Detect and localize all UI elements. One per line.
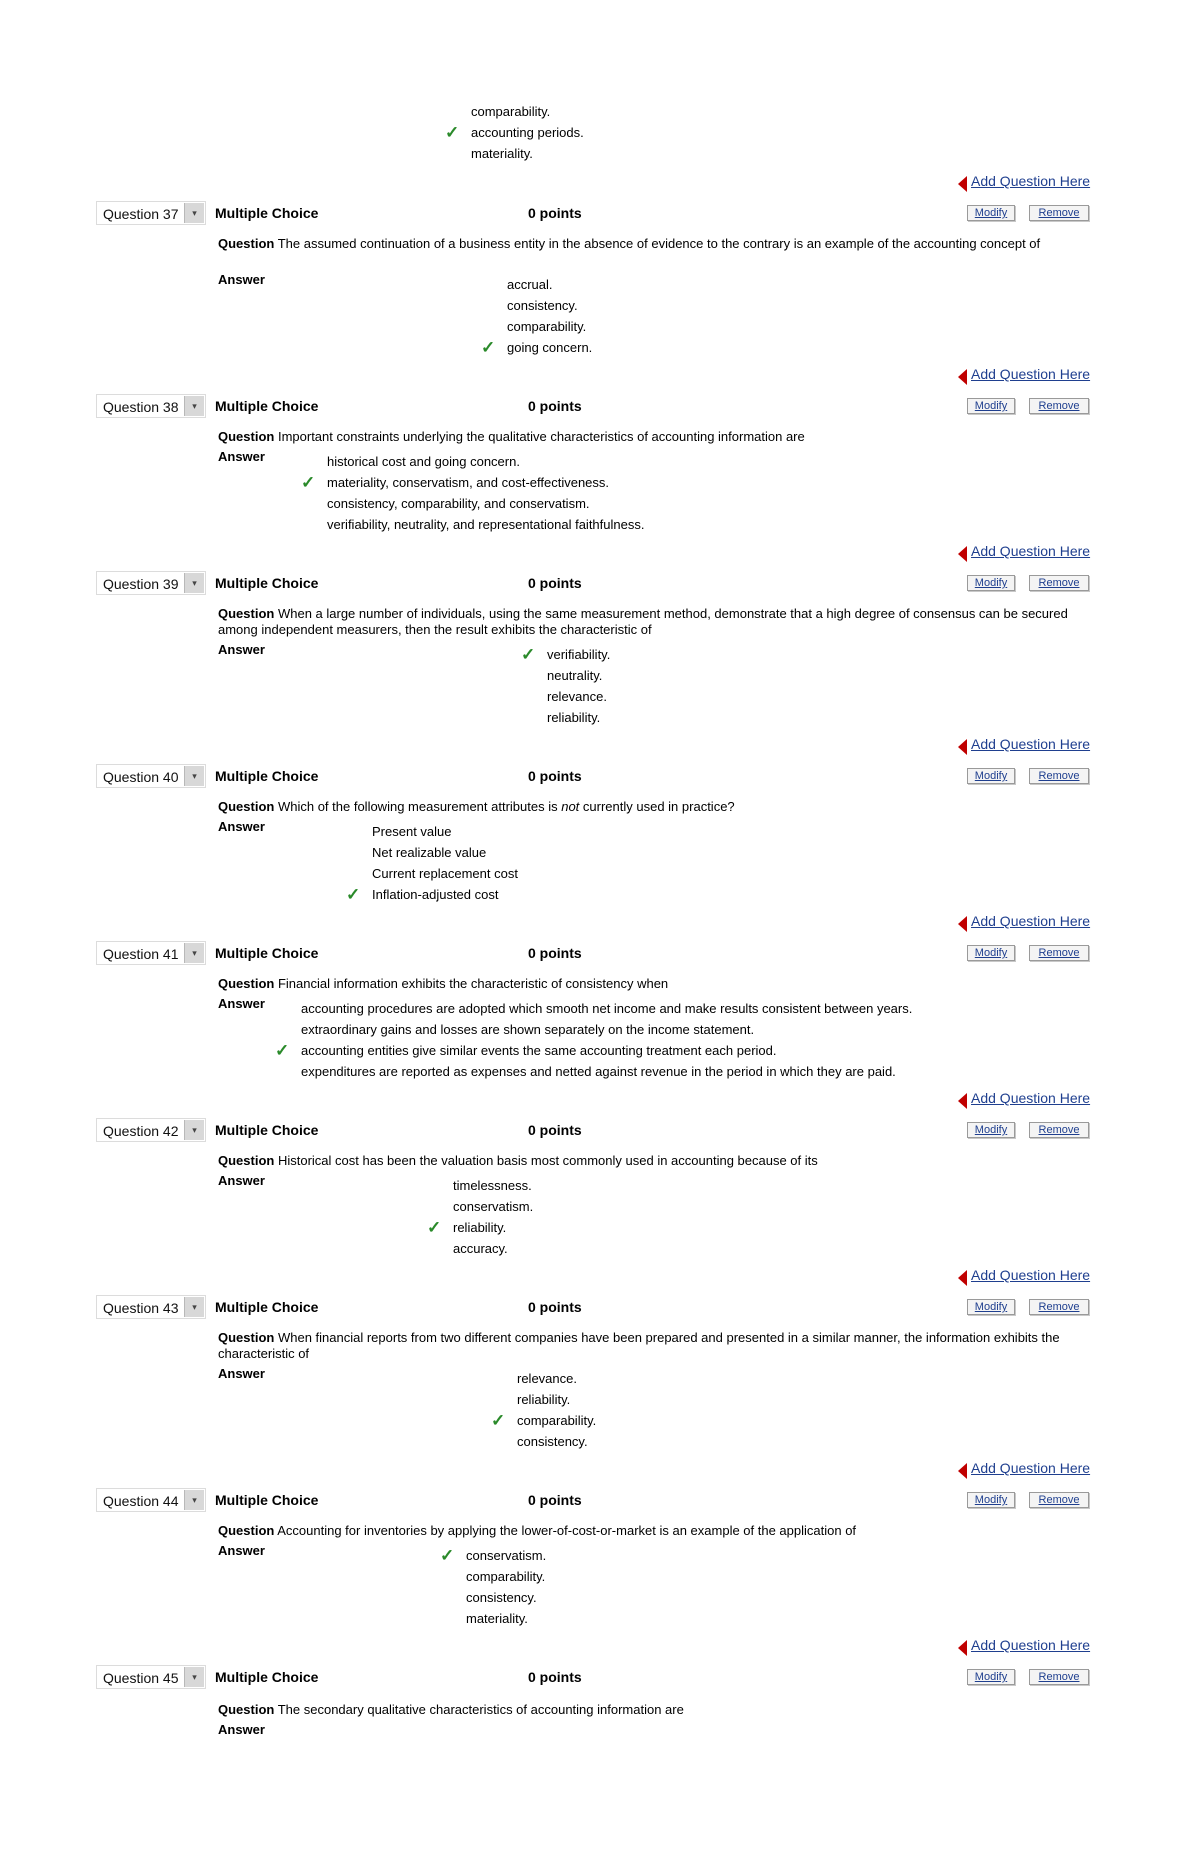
question-number: Question 44 ▾ xyxy=(96,1488,206,1512)
answer-list xyxy=(481,274,593,358)
prev-answer-list xyxy=(445,101,584,164)
answer-option: conservatism. xyxy=(453,1199,534,1214)
chevron-down-icon[interactable]: ▾ xyxy=(184,1120,204,1140)
answer-option: reliability. xyxy=(547,710,601,725)
remove-button[interactable]: Remove xyxy=(1029,1669,1089,1685)
chevron-down-icon[interactable]: ▾ xyxy=(184,1490,204,1510)
question-points: 0 points xyxy=(528,1492,582,1508)
question-text: Question Financial information exhibits the characteristic of consistency when xyxy=(218,976,669,991)
check-icon: ✓ xyxy=(445,123,460,142)
add-question-link[interactable]: Add Question Here xyxy=(971,173,1091,189)
check-icon: ✓ xyxy=(346,885,361,904)
modify-button[interactable]: Modify xyxy=(967,1492,1015,1508)
answer-option: consistency. xyxy=(507,298,578,313)
modify-button[interactable]: Modify xyxy=(967,1122,1015,1138)
question-header xyxy=(96,571,1100,595)
answer-list xyxy=(301,451,645,535)
remove-button[interactable]: Remove xyxy=(1029,575,1089,591)
question-type: Multiple Choice xyxy=(215,575,319,591)
arrow-left-icon xyxy=(958,369,967,385)
check-icon: ✓ xyxy=(481,338,496,357)
check-icon: ✓ xyxy=(427,1218,442,1237)
question-header xyxy=(96,394,1100,418)
answer-label: Answer xyxy=(218,1543,265,1558)
remove-button[interactable]: Remove xyxy=(1029,398,1089,414)
remove-button[interactable]: Remove xyxy=(1029,205,1089,221)
answer-option: relevance. xyxy=(547,689,607,704)
question-type: Multiple Choice xyxy=(215,1122,319,1138)
answer-list xyxy=(440,1545,547,1629)
chevron-down-icon[interactable]: ▾ xyxy=(184,573,204,593)
answer-option: consistency. xyxy=(517,1434,588,1449)
answer-option: accrual. xyxy=(507,277,553,292)
question-points: 0 points xyxy=(528,945,582,961)
question-points: 0 points xyxy=(528,768,582,784)
question-type: Multiple Choice xyxy=(215,1492,319,1508)
chevron-down-icon[interactable]: ▾ xyxy=(184,203,204,223)
answer-option: accounting procedures are adopted which smooth net income and make results consistent between years. xyxy=(301,1001,913,1016)
question-text: Question Important constraints underlying the qualitative characteristics of accounting information are xyxy=(218,429,805,444)
question-header xyxy=(96,941,1100,965)
answer-label: Answer xyxy=(218,1722,265,1737)
modify-button[interactable]: Modify xyxy=(967,768,1015,784)
answer-option: consistency, comparability, and conservatism. xyxy=(327,496,590,511)
answer-option: comparability. xyxy=(507,319,587,334)
answer-option: Present value xyxy=(372,824,452,839)
answer-option: relevance. xyxy=(517,1371,577,1386)
answer-option: historical cost and going concern. xyxy=(327,454,520,469)
answer-option: timelessness. xyxy=(453,1178,532,1193)
answer-option: materiality. xyxy=(466,1611,528,1626)
answer-list xyxy=(275,998,913,1082)
question-type: Multiple Choice xyxy=(215,768,319,784)
remove-button[interactable]: Remove xyxy=(1029,1299,1089,1315)
question-header xyxy=(96,201,1100,225)
question-number: Question 37 ▾ xyxy=(96,201,206,225)
answer-option: expenditures are reported as expenses and netted against revenue in the period in which they are paid. xyxy=(301,1064,896,1079)
answer-option: reliability. xyxy=(517,1392,571,1407)
question-number: Question 42 ▾ xyxy=(96,1118,206,1142)
answer-option: comparability. xyxy=(471,104,551,119)
add-question-link[interactable]: Add Question Here xyxy=(971,1267,1091,1283)
question-text: Question Accounting for inventories by applying the lower-of-cost-or-market is an example of the application of xyxy=(218,1523,857,1538)
question-header xyxy=(96,1665,1100,1689)
question-number: Question 45 ▾ xyxy=(96,1665,206,1689)
answer-option: verifiability, neutrality, and representational faithfulness. xyxy=(327,517,645,532)
modify-button[interactable]: Modify xyxy=(967,1299,1015,1315)
add-question-link[interactable]: Add Question Here xyxy=(971,1637,1091,1653)
question-points: 0 points xyxy=(528,205,582,221)
answer-label: Answer xyxy=(218,1366,265,1381)
check-icon: ✓ xyxy=(440,1546,455,1565)
question-points: 0 points xyxy=(528,1122,582,1138)
answer-option: consistency. xyxy=(466,1590,537,1605)
add-question-link[interactable]: Add Question Here xyxy=(971,1460,1091,1476)
question-text: Question Which of the following measurement attributes is not currently used in practice? xyxy=(218,799,735,814)
arrow-left-icon xyxy=(958,1640,967,1656)
chevron-down-icon[interactable]: ▾ xyxy=(184,766,204,786)
question-header xyxy=(96,764,1100,788)
answer-label: Answer xyxy=(218,449,265,464)
question-number: Question 43 ▾ xyxy=(96,1295,206,1319)
chevron-down-icon[interactable]: ▾ xyxy=(184,396,204,416)
arrow-left-icon xyxy=(958,176,967,192)
answer-label: Answer xyxy=(218,272,265,287)
arrow-left-icon xyxy=(958,1270,967,1286)
chevron-down-icon[interactable]: ▾ xyxy=(184,1297,204,1317)
answer-list xyxy=(346,821,518,905)
question-type: Multiple Choice xyxy=(215,1669,319,1685)
check-icon: ✓ xyxy=(275,1041,290,1060)
answer-option: comparability. xyxy=(466,1569,546,1584)
arrow-left-icon xyxy=(958,739,967,755)
answer-label: Answer xyxy=(218,1173,265,1188)
add-question-link[interactable]: Add Question Here xyxy=(971,913,1091,929)
add-question-link[interactable]: Add Question Here xyxy=(971,736,1091,752)
question-points: 0 points xyxy=(528,1299,582,1315)
answer-option: ✓ accounting periods. xyxy=(445,123,584,142)
check-icon: ✓ xyxy=(301,473,316,492)
question-points: 0 points xyxy=(528,398,582,414)
question-number: Question 38 ▾ xyxy=(96,394,206,418)
answer-option: ✓ comparability. xyxy=(491,1411,597,1430)
answer-label: Answer xyxy=(218,996,265,1011)
modify-button[interactable]: Modify xyxy=(967,1669,1015,1685)
answer-option: ✓ accounting entities give similar events the same accounting treatment each period. xyxy=(275,1041,777,1060)
answer-option: ✓ going concern. xyxy=(481,338,593,357)
arrow-left-icon xyxy=(958,1093,967,1109)
remove-button[interactable]: Remove xyxy=(1029,1122,1089,1138)
answer-option: materiality. xyxy=(471,146,533,161)
add-question-link[interactable]: Add Question Here xyxy=(971,366,1091,382)
arrow-left-icon xyxy=(958,546,967,562)
question-header xyxy=(96,1488,1100,1512)
question-text: Question When financial reports from two different companies have been prepared and presented in a similar manner, the information exhibits the characteristic of xyxy=(218,1330,1060,1361)
question-type: Multiple Choice xyxy=(215,398,319,414)
modify-button[interactable]: Modify xyxy=(967,205,1015,221)
answer-label: Answer xyxy=(218,642,265,657)
answer-list xyxy=(521,644,611,728)
question-points: 0 points xyxy=(528,1669,582,1685)
question-type: Multiple Choice xyxy=(215,1299,319,1315)
answer-option: ✓ reliability. xyxy=(427,1218,507,1237)
question-text: Question The assumed continuation of a business entity in the absence of evidence to the contrary is an example of the accounting concept of xyxy=(218,236,1041,251)
question-text: Question When a large number of individuals, using the same measurement method, demonstrate that a high degree of consensus can be secured among independent measurers, then the result exhibits the characteristic of xyxy=(218,606,1068,637)
question-header xyxy=(96,1118,1100,1142)
answer-list xyxy=(491,1368,597,1452)
add-question-link[interactable]: Add Question Here xyxy=(971,543,1091,559)
answer-list xyxy=(427,1175,534,1259)
answer-option: Net realizable value xyxy=(372,845,487,860)
question-number: Question 40 ▾ xyxy=(96,764,206,788)
answer-option: accuracy. xyxy=(453,1241,508,1256)
remove-button[interactable]: Remove xyxy=(1029,945,1089,961)
modify-button[interactable]: Modify xyxy=(967,398,1015,414)
answer-option: ✓ verifiability. xyxy=(521,645,611,664)
question-type: Multiple Choice xyxy=(215,205,319,221)
modify-button[interactable]: Modify xyxy=(967,945,1015,961)
modify-button[interactable]: Modify xyxy=(967,575,1015,591)
answer-label: Answer xyxy=(218,819,265,834)
add-question-link[interactable]: Add Question Here xyxy=(971,1090,1091,1106)
question-header xyxy=(96,1295,1100,1319)
chevron-down-icon[interactable]: ▾ xyxy=(184,943,204,963)
question-number: Question 39 ▾ xyxy=(96,571,206,595)
check-icon: ✓ xyxy=(491,1411,506,1430)
question-points: 0 points xyxy=(528,575,582,591)
question-text: Question The secondary qualitative characteristics of accounting information are xyxy=(218,1702,684,1717)
answer-option: extraordinary gains and losses are shown separately on the income statement. xyxy=(301,1022,755,1037)
answer-option: neutrality. xyxy=(547,668,603,683)
arrow-left-icon xyxy=(958,916,967,932)
answer-option: Current replacement cost xyxy=(372,866,518,881)
check-icon: ✓ xyxy=(521,645,536,664)
arrow-left-icon xyxy=(958,1463,967,1479)
chevron-down-icon[interactable]: ▾ xyxy=(184,1667,204,1687)
question-text: Question Historical cost has been the valuation basis most commonly used in accounting because of its xyxy=(218,1153,818,1168)
answer-option: ✓ materiality, conservatism, and cost-effectiveness. xyxy=(301,473,610,492)
answer-option: ✓ Inflation-adjusted cost xyxy=(346,885,499,904)
remove-button[interactable]: Remove xyxy=(1029,768,1089,784)
answer-option: ✓ conservatism. xyxy=(440,1546,547,1565)
question-number: Question 41 ▾ xyxy=(96,941,206,965)
question-type: Multiple Choice xyxy=(215,945,319,961)
remove-button[interactable]: Remove xyxy=(1029,1492,1089,1508)
